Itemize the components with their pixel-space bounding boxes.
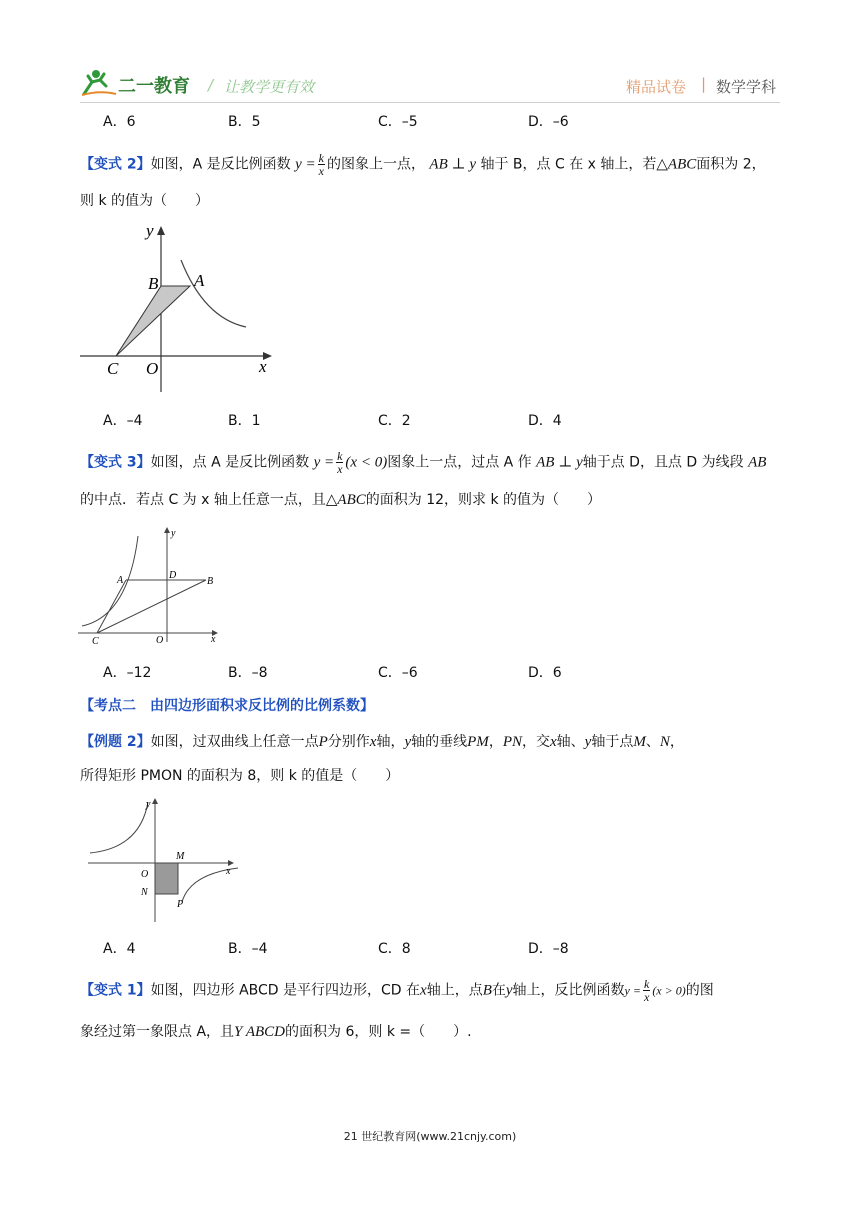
variant1-fraction: $\frac{k}{x}$ bbox=[643, 977, 650, 1004]
example2-line2: 所得矩形 PMON 的面积为 8，则 k 的值是（ ） bbox=[80, 768, 400, 784]
header-label-quality: 精品试卷 bbox=[626, 78, 687, 96]
variant2-text2: 的图象上一点， bbox=[326, 156, 425, 173]
fig3-label-x: x bbox=[211, 634, 216, 645]
fig3-label-b: B bbox=[207, 576, 214, 587]
variant3-line2b: 的面积为 12，则求 k 的值为（ ） bbox=[365, 492, 602, 508]
variant3-func: y = bbox=[313, 454, 335, 471]
header-label-subject: 数学学科 bbox=[716, 78, 777, 96]
variant1-tag: 【变式 1】 bbox=[80, 982, 151, 999]
fig2-label-o: O bbox=[146, 359, 159, 378]
variant2-text4: 面积为 2， bbox=[696, 156, 766, 173]
variant3-option-b: B．–8 bbox=[228, 665, 268, 681]
variant1-line2: 象经过第一象限点 A，且Y ABCD的面积为 6，则 k =（ ）. bbox=[80, 1024, 472, 1040]
fig4-label-m: M bbox=[176, 851, 185, 862]
fig2-label-c: C bbox=[107, 359, 119, 378]
header-separator: | bbox=[701, 75, 707, 93]
example2-option-b: B．–4 bbox=[228, 941, 268, 957]
fig3-label-o: O bbox=[156, 635, 164, 646]
variant2-text1: 如图，A 是反比例函数 bbox=[150, 156, 291, 173]
q0-option-b: B．5 bbox=[228, 114, 261, 130]
footer-source: 21 世纪教育网(www.21cnjy.com) bbox=[343, 1130, 517, 1143]
q0-option-a: A．6 bbox=[103, 114, 136, 130]
fig3-label-c: C bbox=[92, 636, 99, 646]
variant3-ab2: AB bbox=[748, 454, 767, 471]
variant2-tag: 【变式 2】 bbox=[80, 156, 151, 173]
variant3-fraction: $\frac{k}{x}$ bbox=[337, 449, 343, 476]
fig2-label-x: x bbox=[259, 357, 267, 376]
variant3-ab: AB ⊥ y bbox=[536, 454, 583, 471]
fig3-label-a: A bbox=[117, 575, 124, 586]
variant2-option-c: C．2 bbox=[378, 413, 411, 429]
variant2-line2: 则 k 的值为（ ） bbox=[80, 193, 210, 209]
variant3-cond: (x < 0) bbox=[345, 454, 388, 471]
variant3-tag: 【变式 3】 bbox=[80, 454, 151, 471]
logo-text: 二一教育 bbox=[118, 76, 190, 97]
example2-option-a: A．4 bbox=[103, 941, 136, 957]
q0-option-c: C．–5 bbox=[378, 114, 418, 130]
fig2-label-y: y bbox=[146, 224, 154, 240]
variant3-option-a: A．–12 bbox=[103, 665, 152, 681]
section2-title: 【考点二 由四边形面积求反比例的比例系数】 bbox=[80, 698, 374, 714]
example2-text: 【例题 2】如图，过双曲线上任意一点P分别作x轴，y轴的垂线PM，PN，交x轴、y轴于点M、N， bbox=[80, 734, 684, 750]
variant2-triangle: △ABC bbox=[656, 156, 697, 173]
variant2-func: y = bbox=[295, 156, 316, 173]
variant2-figure bbox=[76, 224, 276, 394]
example2-tag: 【例题 2】 bbox=[80, 734, 151, 750]
variant3-text3: 轴于点 D，且点 D 为线段 bbox=[582, 454, 744, 471]
slogan: 让教学更有效 bbox=[224, 78, 315, 96]
variant3-figure bbox=[76, 526, 226, 646]
variant2-fraction: $\frac{k}{x}$ bbox=[318, 151, 324, 178]
example2-figure bbox=[84, 796, 244, 928]
variant2-option-b: B．1 bbox=[228, 413, 261, 429]
variant3-option-c: C．–6 bbox=[378, 665, 418, 681]
fig4-label-x: x bbox=[226, 866, 231, 877]
variant2-option-d: D．4 bbox=[528, 413, 562, 429]
variant3-triangle: △ABC bbox=[325, 492, 366, 508]
variant3-line2a: 的中点．若点 C 为 x 轴上任意一点，且 bbox=[80, 492, 326, 508]
fig4-label-y: y bbox=[146, 799, 151, 810]
fig2-label-b: B bbox=[148, 274, 159, 293]
example2-option-c: C．8 bbox=[378, 941, 411, 957]
header-divider bbox=[80, 102, 780, 103]
variant2-text bbox=[80, 152, 766, 177]
slogan-separator: / bbox=[208, 76, 214, 94]
variant3-text2: 图象上一点，过点 A 作 bbox=[387, 454, 532, 471]
example2-option-d: D．–8 bbox=[528, 941, 569, 957]
fig4-label-n: N bbox=[141, 887, 148, 898]
fig3-label-d: D bbox=[169, 570, 177, 581]
fig4-label-o: O bbox=[141, 869, 149, 880]
variant3-text1: 如图，点 A 是反比例函数 bbox=[150, 454, 310, 471]
variant3-text bbox=[80, 450, 766, 475]
variant1-text: 【变式 1】如图，四边形 ABCD 是平行四边形，CD 在x轴上，点B在y轴上，反比例函数y = $\frac{k}{x}$ (x > 0)的图 bbox=[80, 977, 714, 1004]
fig4-label-p: P bbox=[177, 899, 184, 910]
variant2-option-a: A．–4 bbox=[103, 413, 143, 429]
fig3-label-y: y bbox=[171, 528, 176, 539]
variant3-line2 bbox=[80, 490, 601, 510]
variant2-ab: AB ⊥ y bbox=[429, 156, 477, 173]
variant2-text3: 轴于 B，点 C 在 x 轴上，若 bbox=[480, 156, 657, 173]
fig2-label-a: A bbox=[194, 271, 205, 290]
q0-option-d: D．–6 bbox=[528, 114, 569, 130]
variant3-option-d: D．6 bbox=[528, 665, 562, 681]
